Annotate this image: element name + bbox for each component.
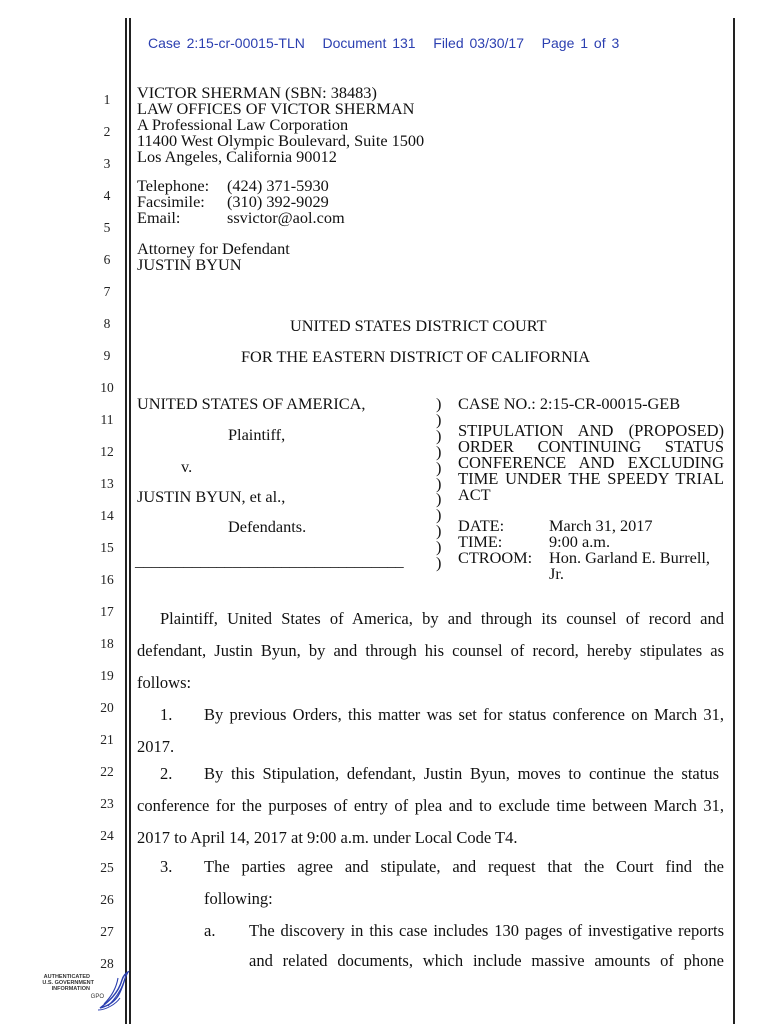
hearing-date-label: DATE:: [458, 516, 505, 535]
versus: v.: [181, 457, 193, 476]
line-number: 8: [103, 316, 111, 331]
telephone-label: Telephone:: [137, 176, 210, 195]
facsimile-value: (310) 392-9029: [227, 192, 329, 211]
item-a-line-1: The discovery in this case includes 130 pages of investigative reports: [249, 921, 724, 940]
item-2-line-3: 2017 to April 14, 2017 at 9:00 a.m. under Local Code T4.: [137, 828, 518, 847]
address-line-2: Los Angeles, California 90012: [137, 147, 337, 166]
logo-text-line-2: U.S. GOVERNMENT: [42, 980, 94, 986]
client-name: JUSTIN BYUN: [137, 255, 242, 274]
court-district: FOR THE EASTERN DISTRICT OF CALIFORNIA: [241, 347, 591, 366]
paragraph-intro-line-2: defendant, Justin Byun, by and through his counsel of record, hereby stipulates as: [137, 641, 724, 660]
line-number: 28: [100, 956, 114, 971]
filing-header: [148, 35, 619, 51]
line-number: 21: [100, 732, 114, 747]
line-number: 12: [100, 444, 114, 459]
line-number: 14: [100, 508, 114, 523]
attorney-name: VICTOR SHERMAN (SBN: 38483): [137, 83, 377, 102]
line-number: 10: [100, 380, 114, 395]
line-number: 3: [103, 156, 111, 171]
item-1-line-1: By previous Orders, this matter was set for status conference on March 31,: [204, 705, 724, 724]
item-3-line-1: The parties agree and stipulate, and request that the Court find the: [204, 857, 724, 876]
item-3-line-2: following:: [204, 889, 273, 908]
hearing-date: March 31, 2017: [549, 516, 653, 535]
court-name: UNITED STATES DISTRICT COURT: [290, 316, 547, 335]
line-number: 27: [100, 924, 114, 939]
document-number: Document 131: [322, 35, 416, 51]
hearing-time: 9:00 a.m.: [549, 532, 611, 551]
courtroom-judge-suffix: Jr.: [549, 564, 564, 583]
logo-text-line-4: GPO: [90, 994, 104, 1000]
line-number: 20: [100, 700, 114, 715]
document-title-line-2: ORDER CONTINUING STATUS: [458, 437, 724, 456]
item-2-line-2: conference for the purposes of entry of plea and to exclude time between March 31,: [137, 796, 724, 815]
line-number: 2: [103, 124, 111, 139]
defendant-party: JUSTIN BYUN, et al.,: [137, 487, 286, 506]
courtroom-judge: Hon. Garland E. Burrell,: [549, 548, 710, 567]
plaintiff-label: Plaintiff,: [228, 425, 286, 444]
left-margin-line-1: [125, 18, 127, 1024]
case-number-header: Case 2:15-cr-00015-TLN: [148, 35, 305, 51]
document-title-line-1: STIPULATION AND (PROPOSED): [458, 421, 724, 440]
line-number: 4: [103, 188, 111, 203]
line-number: 24: [100, 828, 114, 843]
item-3-number: 3.: [160, 857, 173, 876]
item-a-letter: a.: [204, 921, 216, 940]
line-number: 26: [100, 892, 114, 907]
email-value: ssvictor@aol.com: [227, 208, 345, 227]
gpo-authentication-logo: [28, 968, 132, 1016]
line-number: 9: [103, 348, 111, 363]
line-number: 17: [100, 604, 114, 619]
filed-date: Filed 03/30/17: [433, 35, 524, 51]
email-label: Email:: [137, 208, 181, 227]
line-number: 22: [100, 764, 114, 779]
document-title-line-3: CONFERENCE AND EXCLUDING: [458, 453, 724, 472]
telephone-value: (424) 371-5930: [227, 176, 329, 195]
line-number: 23: [100, 796, 114, 811]
right-margin-line: [733, 18, 735, 1024]
item-2-line-1: By this Stipulation, defendant, Justin Byun, moves to continue the status: [204, 764, 719, 783]
attorney-role: Attorney for Defendant: [137, 239, 290, 258]
law-firm: LAW OFFICES OF VICTOR SHERMAN: [137, 99, 415, 118]
line-number: 11: [100, 412, 114, 427]
line-number: 15: [100, 540, 114, 555]
firm-type: A Professional Law Corporation: [137, 115, 349, 134]
caption-parentheses: ) ) ) ) ) ) ) ) ) ) ): [436, 394, 442, 573]
paragraph-intro-line-3: follows:: [137, 673, 192, 692]
item-1-number: 1.: [160, 705, 173, 724]
facsimile-label: Facsimile:: [137, 192, 205, 211]
caption-underline: _________________________________: [135, 551, 404, 570]
document-title-line-5: ACT: [458, 485, 491, 504]
defendant-label: Defendants.: [228, 517, 307, 536]
line-number: 1: [103, 92, 111, 107]
address-line-1: 11400 West Olympic Boulevard, Suite 1500: [137, 131, 425, 150]
line-number: 25: [100, 860, 114, 875]
courtroom-label: CTROOM:: [458, 548, 533, 567]
page-indicator: Page 1 of 3: [541, 35, 620, 51]
line-number: 16: [100, 572, 114, 587]
paragraph-intro-line-1: Plaintiff, United States of America, by and through its counsel of record and: [160, 609, 724, 628]
hearing-time-label: TIME:: [458, 532, 503, 551]
item-1-line-2: 2017.: [137, 737, 175, 756]
document-title-line-4: TIME UNDER THE SPEEDY TRIAL: [458, 469, 724, 488]
plaintiff-party: UNITED STATES OF AMERICA,: [137, 394, 366, 413]
case-number: CASE NO.: 2:15-CR-00015-GEB: [458, 394, 681, 413]
line-number: 13: [100, 476, 114, 491]
line-number: 19: [100, 668, 114, 683]
line-number: 18: [100, 636, 114, 651]
item-2-number: 2.: [160, 764, 173, 783]
line-number: 6: [103, 252, 111, 267]
line-number: 5: [103, 220, 111, 235]
left-margin-line-2: [129, 18, 131, 1024]
item-a-line-2: and related documents, which include massive amounts of phone: [249, 951, 724, 970]
logo-text-line-1: AUTHENTICATED: [43, 974, 90, 980]
line-number: 7: [103, 284, 111, 299]
logo-text-line-3: INFORMATION: [51, 986, 90, 992]
eagle-emblem-icon: [96, 968, 130, 1014]
